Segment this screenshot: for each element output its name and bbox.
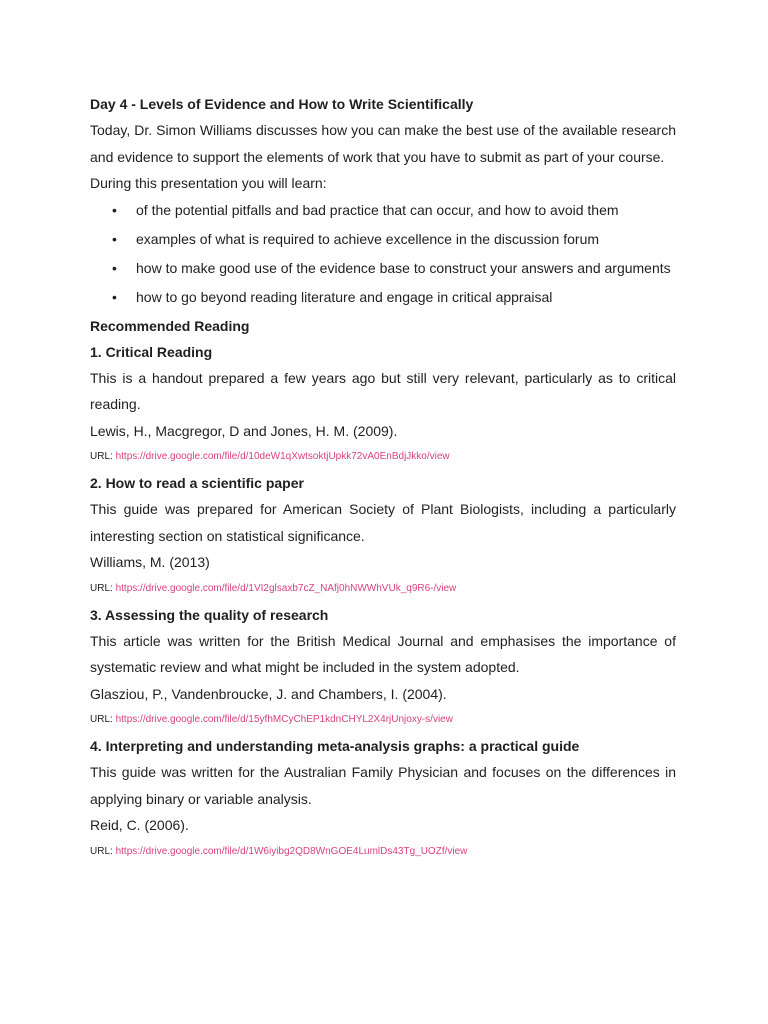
reading-section (90, 602, 676, 734)
reading-heading: 4. Interpreting and understanding meta-analysis graphs: a practical guide (90, 738, 580, 754)
url-label: URL: (90, 582, 113, 594)
url-label: URL: (90, 451, 113, 462)
reading-citation: Reid, C. (2006). (90, 817, 189, 833)
reading-url-line (90, 839, 676, 865)
bullet-icon: • (112, 201, 117, 218)
list-item (90, 255, 676, 282)
list-item-text: examples of what is required to achieve excellence in the discussion forum (136, 230, 600, 247)
list-item (90, 197, 676, 224)
reading-section (90, 733, 676, 865)
reading-url-link[interactable]: https://drive.google.com/file/d/15yfhMCyChEP1kdnCHYL2X4rjUnjoxy-s/view (115, 714, 453, 725)
intro-paragraph: Today, Dr. Simon Williams discusses how you can make the best use of the available research and evidence to support the elements of work that you have to submit as part of your course. (90, 122, 676, 165)
reading-url-line (90, 444, 676, 470)
list-item-text: how to go beyond reading literature and engage in critical appraisal (136, 288, 553, 305)
reading-citation: Lewis, H., Macgregor, D and Jones, H. M. (2009). (90, 422, 398, 439)
reading-url-line (90, 576, 676, 602)
reading-citation: Glasziou, P., Vandenbroucke, J. and Chambers, I. (2004). (90, 685, 447, 702)
learning-list (90, 197, 676, 311)
reading-heading: 3. Assessing the quality of research (90, 606, 329, 623)
reading-description: This is a handout prepared a few years ago but still very relevant, particularly as to critical reading. (90, 369, 676, 412)
list-item-text: of the potential pitfalls and bad practice that can occur, and how to avoid them (136, 201, 619, 218)
list-item (90, 284, 676, 311)
reading-url-line (90, 707, 676, 733)
reading-section (90, 339, 676, 471)
list-item (90, 226, 676, 253)
bullet-icon: • (112, 288, 117, 305)
reading-description: This guide was written for the Australian Family Physician and focuses on the differences in applying binary or variable analysis. (90, 764, 676, 807)
reading-heading: 1. Critical Reading (90, 343, 213, 360)
bullet-icon: • (112, 230, 117, 247)
url-label: URL: (90, 845, 113, 857)
reading-section (90, 470, 676, 602)
reading-description: This guide was prepared for American Society of Plant Biologists, including a particularly interesting section on statistical significance. (90, 501, 676, 544)
url-label: URL: (90, 714, 113, 725)
bullet-icon: • (112, 259, 117, 276)
recommended-reading-heading: Recommended Reading (90, 317, 250, 334)
list-item-text: how to make good use of the evidence base to construct your answers and arguments (136, 259, 671, 276)
reading-url-link[interactable]: https://drive.google.com/file/d/10deW1qXwtsoktjUpkk72vA0EnBdjJkko/view (115, 451, 450, 462)
document-content (90, 91, 676, 865)
document-title: Day 4 - Levels of Evidence and How to Write Scientifically (90, 96, 474, 112)
reading-url-link[interactable]: https://drive.google.com/file/d/1VI2glsaxb7cZ_NAfj0hNWWhVUk_q9R6-/view (115, 582, 457, 594)
reading-citation: Williams, M. (2013) (90, 554, 210, 570)
reading-description: This article was written for the British Medical Journal and emphasises the importance of systematic review and what might be included in the system adopted. (90, 632, 676, 675)
learn-intro: During this presentation you will learn: (90, 175, 327, 191)
reading-url-link[interactable]: https://drive.google.com/file/d/1W6iyibg2QD8WnGOE4LumlDs43Tg_UOZf/view (115, 845, 468, 857)
reading-heading: 2. How to read a scientific paper (90, 475, 304, 491)
